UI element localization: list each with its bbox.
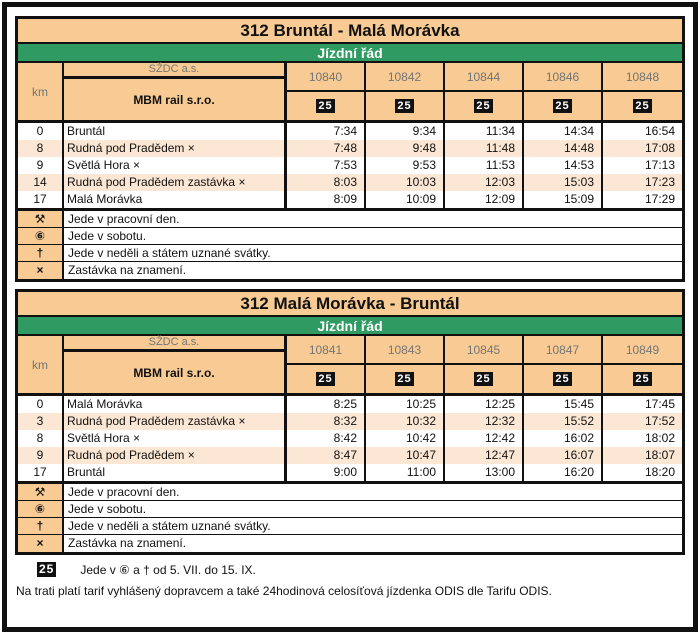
- station-row: [18, 140, 682, 157]
- legend-text: Jede v neděli a státem uznané svátky.: [64, 245, 682, 261]
- km-cell: 8: [18, 140, 64, 157]
- km-cell: 0: [18, 123, 64, 140]
- carrier-label: MBM rail s.r.o.: [133, 92, 215, 107]
- train-note-cell: [524, 92, 601, 120]
- km-header-cell: km: [18, 63, 64, 120]
- station-row: [18, 174, 682, 191]
- legend-row: [18, 228, 682, 245]
- time-cell: 15:52: [524, 413, 603, 430]
- station-name-cell: Bruntál: [64, 123, 287, 140]
- time-cell: 13:00: [445, 464, 524, 481]
- km-cell: 3: [18, 413, 64, 430]
- train-number: 10844: [445, 63, 522, 92]
- train-column-header: [287, 63, 366, 120]
- boxed-note-25-icon: 25: [318, 373, 333, 385]
- time-cell: 8:25: [287, 396, 366, 413]
- time-cell: 10:03: [366, 174, 445, 191]
- train-column-header: [603, 63, 682, 120]
- km-cell: 9: [18, 447, 64, 464]
- time-cell: 10:42: [366, 430, 445, 447]
- km-cell: 8: [18, 430, 64, 447]
- station-name-cell: Rudná pod Pradědem zastávka ×: [64, 174, 287, 191]
- timetable-outbound: [15, 16, 685, 282]
- time-cell: 18:07: [644, 448, 675, 462]
- station-row: [18, 191, 682, 208]
- station-row: [18, 430, 682, 447]
- km-cell: 17: [18, 191, 64, 208]
- footnote-symbol-row: [37, 562, 685, 577]
- table-header: [18, 336, 682, 396]
- boxed-note-25-icon: 25: [397, 100, 412, 112]
- carrier-label: MBM rail s.r.o.: [133, 365, 215, 380]
- time-cell: 8:09: [287, 191, 366, 208]
- time-cell: 14:48: [524, 140, 603, 157]
- station-name-cell: Bruntál: [64, 464, 287, 481]
- dagger-icon: †: [18, 518, 64, 534]
- time-cell: 7:34: [287, 123, 366, 140]
- legend-row: [18, 484, 682, 501]
- time-cell: 15:09: [524, 191, 603, 208]
- station-name-cell: Rudná pod Pradědem ×: [64, 140, 287, 157]
- time-cell: 9:53: [366, 157, 445, 174]
- train-number: 10841: [287, 336, 364, 365]
- time-cell: 8:32: [287, 413, 366, 430]
- time-cell: 10:32: [366, 413, 445, 430]
- time-cell: 7:53: [287, 157, 366, 174]
- time-cell: 17:23: [644, 175, 675, 189]
- time-cell: 8:47: [287, 447, 366, 464]
- time-cell: 9:34: [366, 123, 445, 140]
- train-number: 10847: [524, 336, 601, 365]
- station-row: [18, 157, 682, 174]
- train-note-cell: [366, 365, 443, 393]
- infrastructure-operator-label: SŽDC a.s.: [64, 336, 284, 352]
- legend-text: Jede v pracovní den.: [64, 484, 682, 500]
- table-header: [18, 63, 682, 123]
- boxed-note-25-icon: 25: [635, 100, 650, 112]
- time-cell: 11:00: [366, 464, 445, 481]
- station-name-cell: Světlá Hora ×: [64, 157, 287, 174]
- boxed-note-25-icon: 25: [476, 373, 491, 385]
- time-cell: 14:34: [524, 123, 603, 140]
- footnote-symbol-text: Jede v ⑥ a † od 5. VII. do 15. IX.: [80, 562, 256, 577]
- train-note-cell: [603, 365, 682, 393]
- page-title: 312 Bruntál - Malá Morávka: [18, 19, 682, 44]
- boxed-note-25-icon: 25: [635, 373, 650, 385]
- boxed-note-25-icon: 25: [555, 373, 570, 385]
- legend-row: [18, 262, 682, 279]
- legend-text: Zastávka na znamení.: [64, 262, 682, 279]
- train-note-cell: [287, 365, 364, 393]
- legend-row: [18, 535, 682, 552]
- km-header-cell: km: [18, 336, 64, 393]
- station-row: [18, 123, 682, 140]
- workday-hammers-icon: ⚒: [18, 211, 64, 227]
- time-cell: 9:00: [287, 464, 366, 481]
- legend-text: Zastávka na znamení.: [64, 535, 682, 552]
- page-frame: [2, 2, 698, 632]
- dagger-icon: †: [18, 245, 64, 261]
- train-column-header: [524, 336, 603, 393]
- time-cell: 12:32: [445, 413, 524, 430]
- time-cell: 17:29: [644, 192, 675, 206]
- boxed-note-25-icon: 25: [476, 100, 491, 112]
- request-stop-x-icon: ×: [18, 262, 64, 279]
- station-rows: [18, 123, 682, 211]
- train-note-cell: [287, 92, 364, 120]
- train-column-header: [524, 63, 603, 120]
- station-name-cell: Rudná pod Pradědem zastávka ×: [64, 413, 287, 430]
- time-cell: 17:52: [644, 414, 675, 428]
- legend: [18, 211, 682, 279]
- page-title: 312 Malá Morávka - Bruntál: [18, 292, 682, 317]
- legend-row: [18, 518, 682, 535]
- legend: [18, 484, 682, 552]
- station-row: [18, 447, 682, 464]
- station-rows: [18, 396, 682, 484]
- train-number: 10843: [366, 336, 443, 365]
- time-cell: 18:02: [644, 431, 675, 445]
- time-cell: 12:47: [445, 447, 524, 464]
- train-number: 10840: [287, 63, 364, 92]
- time-cell: 12:25: [445, 396, 524, 413]
- station-row: [18, 464, 682, 481]
- time-cell: 10:47: [366, 447, 445, 464]
- train-number: 10849: [603, 336, 682, 365]
- station-name-cell: Malá Morávka: [64, 396, 287, 413]
- train-note-cell: [445, 365, 522, 393]
- timetable-return: [15, 289, 685, 555]
- time-cell: 12:03: [445, 174, 524, 191]
- time-cell: 7:48: [287, 140, 366, 157]
- train-column-header: [287, 336, 366, 393]
- legend-row: [18, 501, 682, 518]
- time-cell: 8:03: [287, 174, 366, 191]
- km-cell: 0: [18, 396, 64, 413]
- time-cell: 17:45: [644, 397, 675, 411]
- time-cell: 16:54: [644, 124, 675, 138]
- time-cell: 15:45: [524, 396, 603, 413]
- time-cell: 11:34: [445, 123, 524, 140]
- time-cell: 12:42: [445, 430, 524, 447]
- subtitle-bar: Jízdní řád: [18, 317, 682, 336]
- subtitle-bar: Jízdní řád: [18, 44, 682, 63]
- train-column-header: [445, 63, 524, 120]
- train-note-cell: [603, 92, 682, 120]
- train-number: 10845: [445, 336, 522, 365]
- boxed-note-25-icon: 25: [318, 100, 333, 112]
- legend-row: [18, 245, 682, 262]
- train-note-cell: [445, 92, 522, 120]
- time-cell: 18:20: [644, 465, 675, 479]
- circled-six-icon: ⑥: [18, 501, 64, 517]
- infrastructure-operator-label: SŽDC a.s.: [64, 63, 284, 79]
- train-note-cell: [366, 92, 443, 120]
- operator-header-cell: [64, 336, 287, 393]
- time-cell: 12:09: [445, 191, 524, 208]
- station-name-cell: Malá Morávka: [64, 191, 287, 208]
- station-name-cell: Rudná pod Pradědem ×: [64, 447, 287, 464]
- train-column-header: [445, 336, 524, 393]
- km-cell: 17: [18, 464, 64, 481]
- train-column-header: [366, 336, 445, 393]
- time-cell: 10:09: [366, 191, 445, 208]
- legend-text: Jede v sobotu.: [64, 501, 682, 517]
- station-row: [18, 396, 682, 413]
- km-cell: 9: [18, 157, 64, 174]
- time-cell: 16:07: [524, 447, 603, 464]
- boxed-note-25-icon: 25: [555, 100, 570, 112]
- boxed-note-25-icon: 25: [39, 562, 55, 576]
- boxed-note-25-icon: 25: [397, 373, 412, 385]
- time-cell: 17:13: [644, 158, 675, 172]
- time-cell: 16:20: [524, 464, 603, 481]
- legend-text: Jede v neděli a státem uznané svátky.: [64, 518, 682, 534]
- time-cell: 11:48: [445, 140, 524, 157]
- time-cell: 10:25: [366, 396, 445, 413]
- legend-row: [18, 211, 682, 228]
- train-number: 10846: [524, 63, 601, 92]
- train-column-header: [366, 63, 445, 120]
- time-cell: 8:42: [287, 430, 366, 447]
- time-cell: 11:53: [445, 157, 524, 174]
- legend-text: Jede v sobotu.: [64, 228, 682, 244]
- time-cell: 9:48: [366, 140, 445, 157]
- station-name-cell: Světlá Hora ×: [64, 430, 287, 447]
- time-cell: 16:02: [524, 430, 603, 447]
- workday-hammers-icon: ⚒: [18, 484, 64, 500]
- station-row: [18, 413, 682, 430]
- tariff-note: Na trati platí tarif vyhlášený dopravcem a také 24hodinová celosíťová jízdenka ODIS dle Tarifu ODIS.: [16, 584, 552, 598]
- operator-header-cell: [64, 63, 287, 120]
- time-cell: 15:03: [524, 174, 603, 191]
- request-stop-x-icon: ×: [18, 535, 64, 552]
- train-column-header: [603, 336, 682, 393]
- train-note-cell: [524, 365, 601, 393]
- train-number: 10848: [603, 63, 682, 92]
- time-cell: 17:08: [644, 141, 675, 155]
- time-cell: 14:53: [524, 157, 603, 174]
- train-number: 10842: [366, 63, 443, 92]
- km-cell: 14: [18, 174, 64, 191]
- legend-text: Jede v pracovní den.: [64, 211, 682, 227]
- circled-six-icon: ⑥: [18, 228, 64, 244]
